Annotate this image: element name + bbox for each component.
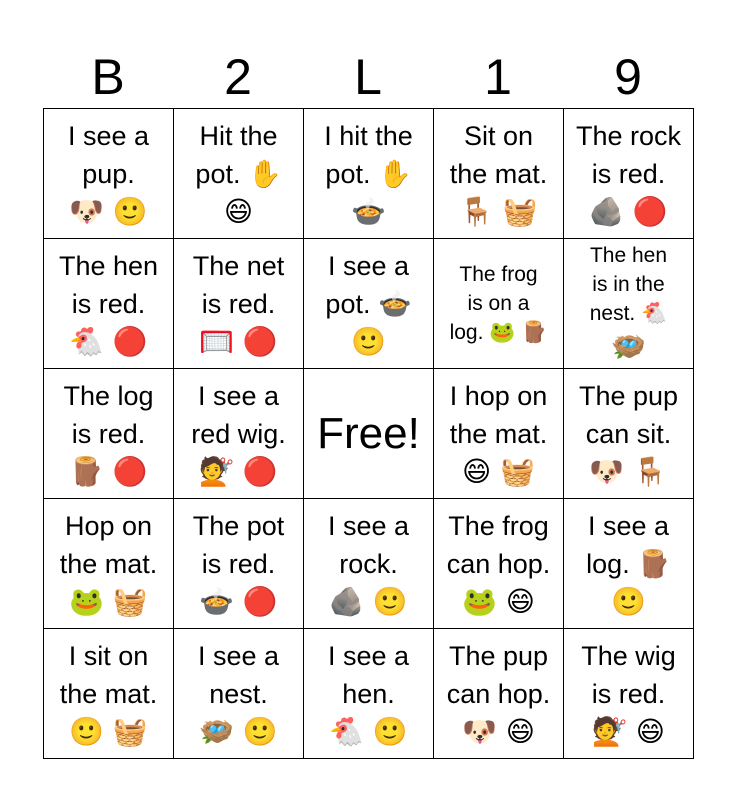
- cell-content: [44, 109, 173, 238]
- cell-content: [174, 499, 303, 628]
- bingo-cell[interactable]: [174, 239, 304, 369]
- cell-content: [304, 369, 433, 498]
- bingo-cell[interactable]: [174, 109, 304, 239]
- cell-text: I hit the pot. ✋: [324, 120, 413, 189]
- cell-text: The pup can sit.: [578, 380, 679, 449]
- cell-emoji-icon: 🪨 🙂: [329, 584, 408, 618]
- board-row: [44, 239, 694, 369]
- cell-emoji-icon: 💇 😄: [592, 714, 665, 748]
- header-letter: 2: [224, 49, 252, 105]
- cell-emoji-icon: 😄 🧺: [462, 454, 535, 488]
- cell-emoji-icon: 💇 🔴: [199, 454, 278, 488]
- cell-text: I see a pot. 🍲: [325, 250, 412, 319]
- header-letter: L: [354, 49, 382, 105]
- cell-text: I see a pup.: [67, 120, 150, 189]
- cell-text: The frog can hop.: [446, 510, 551, 579]
- cell-text: The log is red.: [63, 380, 154, 449]
- cell-content: [174, 239, 303, 368]
- cell-text: The wig is red.: [581, 640, 676, 709]
- cell-content: [44, 369, 173, 498]
- cell-content: [174, 109, 303, 238]
- bingo-cell[interactable]: [564, 369, 694, 499]
- cell-emoji-icon: 🪺 🙂: [199, 714, 278, 748]
- cell-text: The hen is red.: [58, 250, 159, 319]
- bingo-cell[interactable]: [434, 239, 564, 369]
- cell-content: [564, 499, 693, 628]
- cell-text: I see a hen.: [327, 640, 410, 709]
- header-letter: B: [91, 49, 125, 105]
- cell-content: [304, 239, 433, 368]
- cell-emoji-icon: 🐸 😄: [462, 584, 535, 618]
- bingo-cell[interactable]: [44, 109, 174, 239]
- cell-content: [434, 369, 563, 498]
- cell-content: [434, 239, 563, 368]
- cell-emoji-icon: 🪵 🔴: [69, 454, 148, 488]
- cell-emoji-icon: 😄: [223, 194, 254, 228]
- cell-text: The net is red.: [192, 250, 285, 319]
- bingo-cell[interactable]: [304, 499, 434, 629]
- bingo-cell[interactable]: [564, 109, 694, 239]
- bingo-cell[interactable]: [44, 629, 174, 759]
- cell-text: Hop on the mat.: [59, 510, 158, 579]
- cell-content: [564, 369, 693, 498]
- cell-content: [174, 629, 303, 758]
- bingo-cell[interactable]: [44, 499, 174, 629]
- cell-emoji-icon: 🐶 🙂: [69, 194, 148, 228]
- cell-content: [434, 109, 563, 238]
- cell-emoji-icon: 🐔 🙂: [329, 714, 408, 748]
- bingo-cell[interactable]: [564, 499, 694, 629]
- bingo-cell[interactable]: [434, 499, 564, 629]
- cell-emoji-icon: 🐶 😄: [462, 714, 535, 748]
- cell-text: Sit on the mat.: [449, 120, 548, 189]
- board-row: [44, 369, 694, 499]
- cell-text: The hen is in the nest. 🐔: [589, 244, 668, 325]
- cell-text: The pot is red.: [192, 510, 285, 579]
- bingo-cell[interactable]: [434, 369, 564, 499]
- cell-emoji-icon: 🙂 🧺: [69, 714, 148, 748]
- cell-emoji-icon: 🙂: [351, 324, 386, 358]
- bingo-cell[interactable]: [44, 369, 174, 499]
- bingo-cell[interactable]: [174, 499, 304, 629]
- bingo-cell[interactable]: [304, 629, 434, 759]
- cell-emoji-icon: 🐸 🧺: [69, 584, 148, 618]
- board-row: [44, 629, 694, 759]
- cell-emoji-icon: 🍲: [351, 194, 386, 228]
- cell-content: [564, 109, 693, 238]
- cell-content: [304, 629, 433, 758]
- bingo-cell[interactable]: [564, 239, 694, 369]
- cell-emoji-icon: 🥅 🔴: [199, 324, 278, 358]
- cell-emoji-icon: 🪑 🧺: [459, 194, 538, 228]
- bingo-cell[interactable]: [304, 239, 434, 369]
- bingo-cell[interactable]: [174, 369, 304, 499]
- bingo-cell[interactable]: [304, 369, 434, 499]
- cell-content: [304, 499, 433, 628]
- cell-content: [44, 499, 173, 628]
- cell-content: [304, 109, 433, 238]
- bingo-cell[interactable]: [304, 109, 434, 239]
- cell-text: I hop on the mat.: [449, 380, 548, 449]
- board-row: [44, 109, 694, 239]
- cell-text: I see a nest.: [197, 640, 280, 709]
- header-letter: 9: [614, 49, 642, 105]
- bingo-cell[interactable]: [44, 239, 174, 369]
- cell-text: I see a red wig.: [191, 380, 286, 449]
- cell-content: [434, 499, 563, 628]
- cell-text: The frog is on a log. 🐸 🪵: [449, 263, 548, 344]
- cell-emoji-icon: 🍲 🔴: [199, 584, 278, 618]
- bingo-cell[interactable]: [564, 629, 694, 759]
- bingo-cell[interactable]: [174, 629, 304, 759]
- cell-emoji-icon: 🐔 🔴: [69, 324, 148, 358]
- bingo-header: [43, 46, 693, 108]
- cell-emoji-icon: 🐶 🪑: [589, 454, 668, 488]
- cell-text: I sit on the mat.: [59, 640, 158, 709]
- cell-text: The pup can hop.: [446, 640, 551, 709]
- cell-text: Hit the pot. ✋: [195, 120, 282, 189]
- bingo-cell[interactable]: [434, 629, 564, 759]
- cell-content: [564, 239, 693, 368]
- cell-content: [44, 239, 173, 368]
- header-letter: 1: [484, 49, 512, 105]
- cell-text: The rock is red.: [575, 120, 682, 189]
- cell-text: I see a rock.: [327, 510, 410, 579]
- cell-emoji-icon: 🪺: [611, 330, 646, 363]
- cell-content: [564, 629, 693, 758]
- bingo-cell[interactable]: [434, 109, 564, 239]
- cell-text: I see a log. 🪵: [586, 510, 671, 579]
- cell-content: [44, 629, 173, 758]
- cell-content: [434, 629, 563, 758]
- cell-content: [174, 369, 303, 498]
- cell-emoji-icon: 🙂: [611, 584, 646, 618]
- bingo-board: [43, 108, 694, 759]
- board-row: [44, 499, 694, 629]
- cell-emoji-icon: 🪨 🔴: [589, 194, 668, 228]
- free-space-label: Free!: [317, 408, 420, 458]
